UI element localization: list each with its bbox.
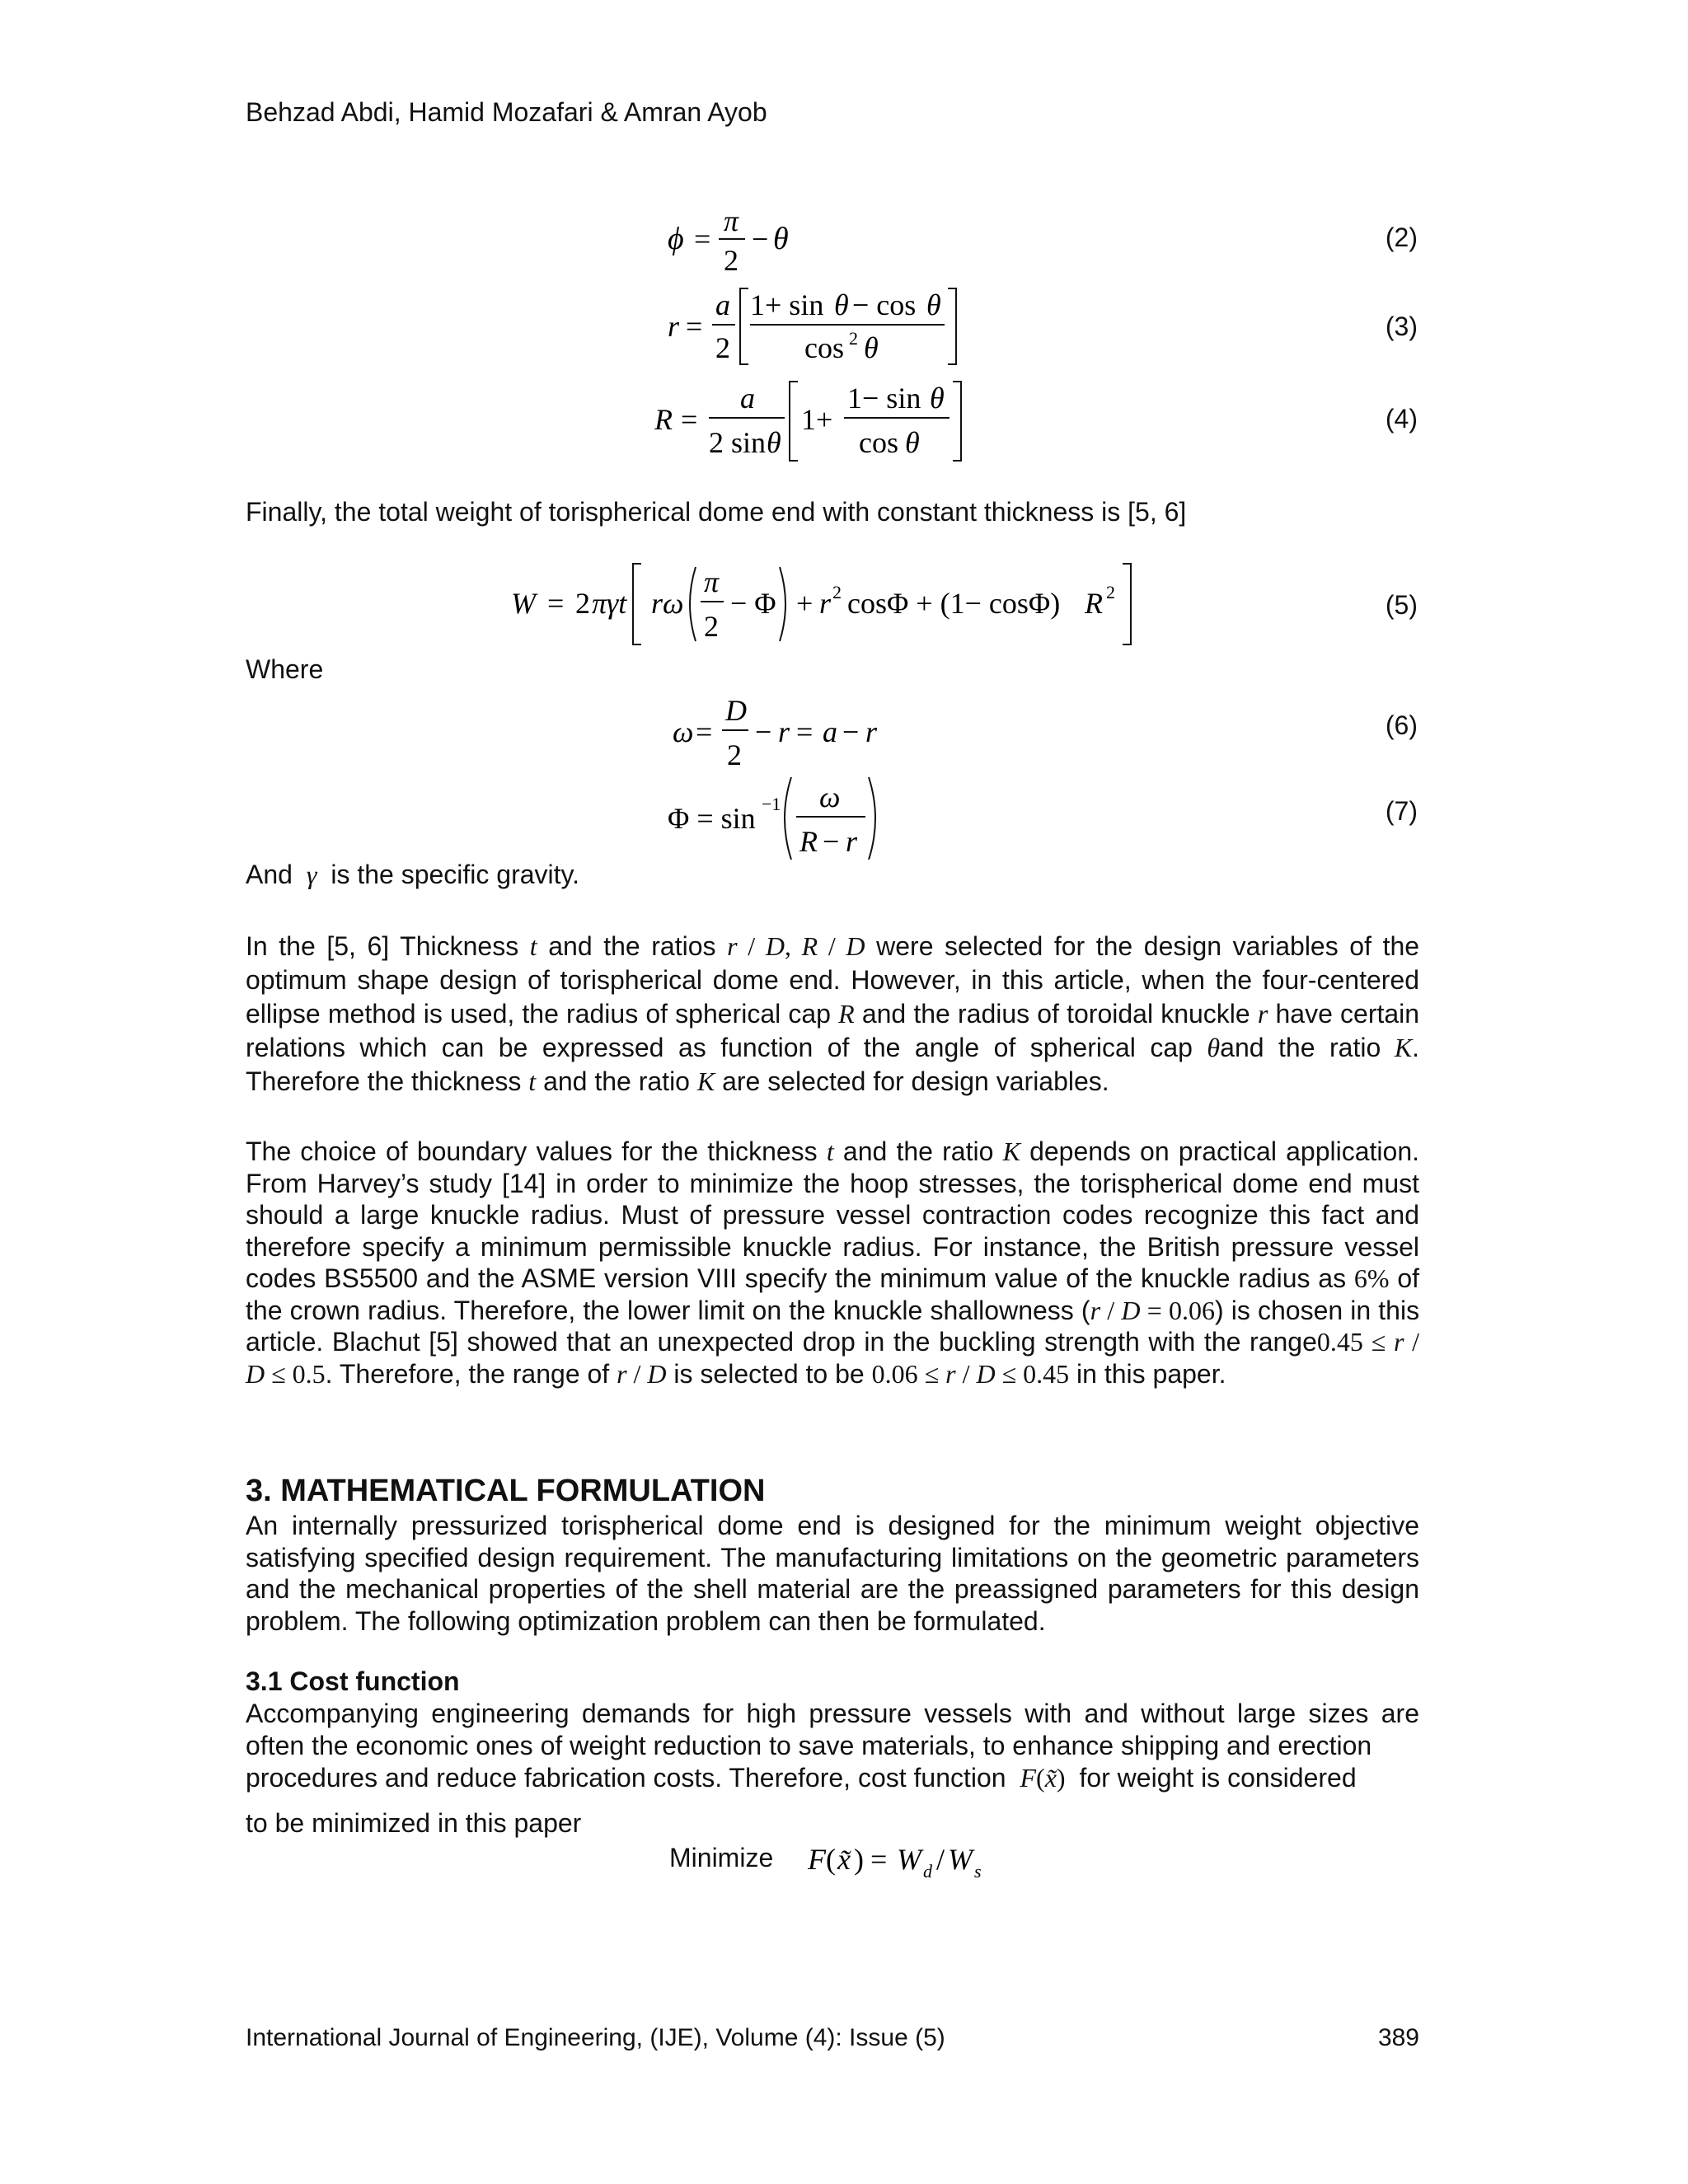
svg-text:θ: θ (767, 426, 781, 459)
svg-text:W: W (948, 1843, 973, 1876)
svg-text:Φ = sin: Φ = sin (668, 802, 756, 835)
svg-text:θ: θ (926, 288, 941, 321)
svg-text:=: = (681, 403, 698, 436)
svg-text:): ) (854, 1843, 864, 1876)
svg-text:2: 2 (575, 587, 590, 620)
svg-text:(: ( (826, 1843, 836, 1876)
svg-text:rω: rω (651, 587, 684, 620)
svg-text:2: 2 (704, 610, 719, 643)
equation-3-number: (3) (1385, 312, 1418, 341)
equation-3 (643, 282, 973, 373)
svg-text:cosΦ + (1− cosΦ): cosΦ + (1− cosΦ) (847, 587, 1061, 620)
svg-text:θ: θ (905, 426, 920, 459)
svg-text:2: 2 (727, 738, 742, 771)
cost-function-line-3: procedures and reduce fabrication costs. Therefore, cost function F(x̃) for weight is considered (246, 1763, 1357, 1793)
section-3-heading: 3. MATHEMATICAL FORMULATION (246, 1474, 766, 1508)
svg-text:−1: −1 (762, 794, 781, 814)
svg-text:2 sin: 2 sin (709, 426, 767, 459)
svg-text:=: = (796, 715, 814, 748)
svg-text:−: − (752, 223, 769, 255)
svg-text:r: r (846, 825, 858, 858)
svg-text:=: = (547, 587, 565, 620)
svg-text:θ: θ (930, 382, 945, 415)
svg-text:1+ sin: 1+ sin (750, 288, 824, 321)
svg-text:R: R (799, 825, 818, 858)
section-3-1-heading: 3.1 Cost function (246, 1666, 460, 1696)
svg-text:r: r (668, 310, 680, 343)
svg-text:r: r (819, 587, 832, 620)
svg-text:=: = (686, 310, 703, 343)
svg-text:1+: 1+ (801, 403, 833, 436)
paragraph-boundary-values: The choice of boundary values for the thickness t and the ratio K depends on practical application. From Harvey’s study [14] in order to minimize the hoop stresses, the torispherical dome end must should a large knuckle radius. Must of pressure vessel contraction codes recognize this fact and therefore specify a minimum permissible knuckle radius. For instance, the British pressure vessel codes BS5500 and the ASME version VIII specify the minimum value of the knuckle radius as 6% of the crown radius. Therefore, the lower limit on the knuckle shallowness (r / D = 0.06) is chosen in this article. Blachut [5] showed that an unexpected drop in the buckling strength with the range0.45 ≤ r / D ≤ 0.5. Therefore, the range of r / D is selected to be 0.06 ≤ r / D ≤ 0.45 in this paper. (246, 1137, 1420, 1389)
cost-function-line-4: to be minimized in this paper (246, 1808, 582, 1838)
svg-text:− Φ: − Φ (730, 587, 776, 620)
svg-text:π: π (724, 204, 739, 237)
svg-text:1− sin: 1− sin (847, 382, 921, 415)
svg-text:a: a (715, 288, 730, 321)
svg-text:θ: θ (773, 222, 789, 256)
svg-text:π: π (704, 565, 720, 598)
svg-text:R: R (1085, 587, 1103, 620)
equation-4-number: (4) (1385, 404, 1418, 434)
svg-text:D: D (725, 694, 747, 727)
gamma-symbol: γ (299, 860, 324, 889)
svg-text:r: r (865, 715, 878, 748)
svg-text:2: 2 (715, 331, 730, 364)
equation-2 (643, 198, 808, 280)
minimize-label: Minimize (669, 1843, 774, 1872)
svg-text:W: W (897, 1843, 921, 1876)
svg-text:=: = (694, 223, 711, 255)
paragraph-finally: Finally, the total weight of torispherical dome end with constant thickness is [5, 6] (246, 497, 1187, 527)
footer-journal-info: International Journal of Engineering, (IJE), Volume (4): Issue (5) (246, 2024, 945, 2051)
equation-7-number: (7) (1385, 796, 1418, 826)
svg-text:cos: cos (859, 426, 898, 459)
svg-text:−: − (755, 715, 772, 748)
svg-text:a: a (740, 382, 755, 415)
svg-text:2: 2 (1106, 582, 1115, 602)
svg-text:a: a (823, 715, 837, 748)
svg-text:2: 2 (832, 582, 842, 602)
equation-5-number: (5) (1385, 590, 1418, 620)
equation-6 (659, 684, 907, 775)
svg-text:2: 2 (724, 244, 738, 277)
svg-text:=: = (696, 715, 713, 748)
svg-text:x̃: x̃ (837, 1843, 851, 1876)
paragraph-design-variables: In the [5, 6] Thickness t and the ratios r / D, R / D were selected for the design variables of the optimum shape design of torispherical dome end. However, in this article, when the four-centered ellipse method is used, the radius of spherical cap R and the radius of toroidal knuckle r have certain relations which can be expressed as function of the angle of spherical cap θand the ratio K. Therefore the thickness t and the ratio K are selected for design variables. (246, 931, 1420, 1096)
svg-text:ϕ: ϕ (668, 222, 684, 256)
cost-function-lines-1-2: Accompanying engineering demands for high pressure vessels with and without large sizes are often the economic ones of weight reduction to save materials, to enhance shipping and erection (246, 1699, 1419, 1760)
equation-4 (643, 375, 973, 467)
svg-text:ω: ω (673, 715, 694, 748)
equation-7 (659, 771, 907, 863)
svg-text:2: 2 (849, 328, 858, 349)
svg-text:−: − (823, 825, 840, 858)
minimize-equation (799, 1835, 1014, 1892)
equation-5 (503, 559, 1146, 649)
svg-text:− cos: − cos (852, 288, 917, 321)
equation-6-number: (6) (1385, 710, 1418, 740)
where-label: Where (246, 654, 324, 684)
svg-text:d: d (923, 1861, 932, 1882)
svg-text:R: R (654, 403, 673, 436)
svg-text:+: + (796, 587, 814, 620)
footer-page-number: 389 (1377, 2024, 1419, 2051)
svg-text:s: s (974, 1861, 982, 1882)
svg-text:r: r (778, 715, 790, 748)
specific-gravity-line: And γ is the specific gravity. (246, 860, 580, 889)
svg-text:ω: ω (819, 780, 841, 813)
svg-text:=: = (870, 1843, 888, 1876)
svg-text:θ: θ (864, 331, 879, 364)
svg-text:θ: θ (834, 288, 849, 321)
svg-text:cos: cos (804, 331, 844, 364)
svg-text:W: W (511, 587, 536, 620)
svg-text:F: F (808, 1843, 826, 1876)
running-header-authors: Behzad Abdi, Hamid Mozafari & Amran Ayob (246, 97, 767, 127)
svg-text:πγt: πγt (592, 587, 627, 620)
section-3-paragraph: An internally pressurized torispherical dome end is designed for the minimum weight objective satisfying specified design requirement. The manufacturing limitations on the geometric parameters and the mechanical properties of the shell material are the preassigned parameters for this design problem. The following optimization problem can then be formulated. (246, 1511, 1419, 1636)
svg-text:−: − (842, 715, 860, 748)
equation-2-number: (2) (1385, 223, 1418, 252)
svg-text:/: / (936, 1843, 945, 1876)
